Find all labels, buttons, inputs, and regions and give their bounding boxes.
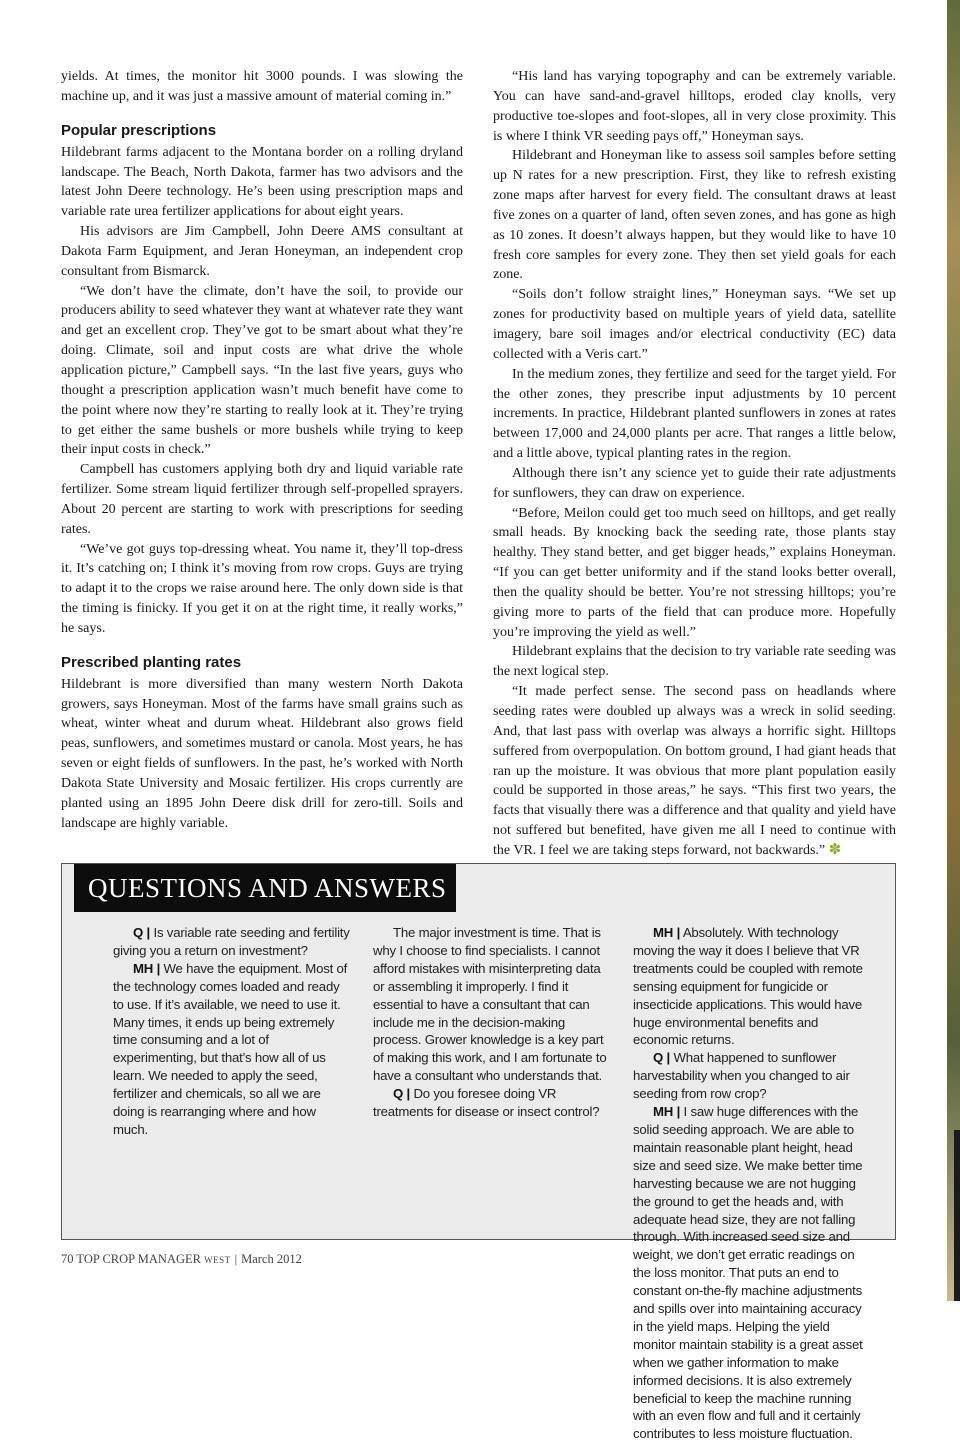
qa-answer <box>633 1103 873 1443</box>
qa-question <box>373 1085 613 1121</box>
mh-label: MH | <box>653 1104 681 1120</box>
qa-question <box>633 1049 873 1103</box>
issue-date: March 2012 <box>241 1252 302 1266</box>
paragraph: In the medium zones, they fertilize and seed for the target yield. For the other zones, they prescribe input adjustments by 10 percent increments. In practice, Hildebrant planted sunflowers in zones at rates between 17,000 and 24,000 plants per acre. That ranges a little below, and a little above, typical planting rates in the region. <box>493 366 896 462</box>
page-footer <box>61 1252 302 1267</box>
paragraph: His advisors are Jim Campbell, John Deere AMS consultant at Dakota Farm Equipment, and Jeran Honeyman, an independent crop consultant from Bismarck. <box>61 224 463 279</box>
mh-label: MH | <box>653 925 681 940</box>
question-text: What happened to sunflower harvestability when you changed to air seeding from row crop? <box>633 1050 850 1102</box>
question-text: Is variable rate seeding and fertility giving you a return on investment? <box>113 925 350 958</box>
footer-separator: | <box>234 1252 238 1266</box>
right-edge-dark-strip <box>954 1130 960 1301</box>
paragraph: “We don’t have the climate, don’t have the soil, to provide our producers ability to seed whatever they want at whatever rate they want and get an excellent crop. They’ve got to be smart about what they’re doing. Climate, soil and input costs are what drive the whole application picture,” Campbell says. “In the last five years, guys who thought a prescription application wasn’t much benefit have come to the point where now they’re starting to really look at it. They’re trying to get either the same bushels or more bushels while trying to keep their input costs in check.” <box>61 283 463 458</box>
section-heading-popular-prescriptions: Popular prescriptions <box>61 121 217 139</box>
article-left-column <box>61 67 463 834</box>
qa-column-3 <box>633 924 873 1443</box>
q-label: Q | <box>133 925 151 940</box>
qa-answer <box>633 924 873 1049</box>
paragraph: yields. At times, the monitor hit 3000 pounds. I was slowing the machine up, and it was just a massive amount of material coming in.” <box>61 69 463 104</box>
answer-text: I saw huge differences with the solid seeding approach. We are able to maintain reasonable plant height, head size and seed size. We make better time harvesting because we are not hugging the ground to get the heads and, with adequate head size, they are not falling through. With increased seed size and weight, we don’t get erratic readings on the loss monitor. That puts an end to constant on-the-fly machine adjustments and spills over into maintaining accuracy in the yield maps. Helping the yield monitor maintain stability is a great asset when we gather information to make informed decisions. It is also extremely beneficial to keep the machine running with an even flow and full and it certainly contributes to less moisture fluctuation. <box>633 1104 863 1442</box>
paragraph: Hildebrant is more diversified than many western North Dakota growers, says Honeyman. Most of the farms have small grains such as wheat, winter wheat and durum wheat. Hildebrant also grows field peas, sunflowers, and sometimes mustard or canola. Most years, he has seven or eight fields of sunflowers. In the past, he’s worked with North Dakota State University and Mosaic fertilizer. His crops currently are planted using an 1895 John Deere disk drill for zero-till. Soils and landscape are highly variable. <box>61 676 463 831</box>
paragraph: “We’ve got guys top-dressing wheat. You name it, they’ll top-dress it. It’s catching on; I think it’s moving from row crops. Guys are trying to adapt it to the crops we raise around here. The only down side is that the timing is finicky. If you get it on at the right time, it really works,” he says. <box>61 541 463 636</box>
mh-label: MH | <box>133 960 161 976</box>
paragraph: “His land has varying topography and can be extremely variable. You can have sand-and-gravel hilltops, eroded clay knolls, very productive toe-slopes and foot-slopes, all in very close proximity. This is where I think VR seeding pays off,” Honeyman says. <box>493 69 896 144</box>
paragraph: “Soils don’t follow straight lines,” Honeyman says. “We set up zones for productivity based on multiple years of yield data, satellite imagery, bare soil images and/or electrical conductivity (EC) data collected with a Veris cart.” <box>493 287 896 362</box>
paragraph: Hildebrant and Honeyman like to assess soil samples before setting up N rates for a new prescription. First, they like to refresh existing zone maps after harvest for every field. The consultant draws at least five zones on a quarter of land, often seven zones, and has gone as high as 10 zones. It doesn’t always happen, but they would like to have 10 fresh core samples for every zone. They then set yield goals for each zone. <box>493 148 896 283</box>
qa-title: QUESTIONS AND ANSWERS <box>74 864 456 912</box>
answer-text: Absolutely. With technology moving the way it does I believe that VR treatments could be coupled with remote sensing equipment for fungicide or insecticide applications. This would have huge environmental benefits and economic returns. <box>633 925 863 1048</box>
qa-answer <box>113 960 353 1139</box>
paragraph: Campbell has customers applying both dry and liquid variable rate fertilizer. Some stream liquid fertilizer through self-propelled sprayers. About 20 percent are starting to work with prescriptions for seeding rates. <box>61 462 463 537</box>
qa-answer-continued <box>373 924 613 1085</box>
q-label: Q | <box>653 1050 671 1066</box>
paragraph-text: “It made perfect sense. The second pass on headlands where seeding rates were doubled up always was a wreck in solid seeding. And, that last pass with overlap was always a horrific sight. Hilltops suffered from overpopulation. On bottom ground, I had giant heads that ran up the moisture. It was obvious that more plant population easily could be supported in those areas,” he says. “This first two years, the facts that visually there was a difference and that quality and yield have not suffered but benefited, have given me all I need to continue with the VR. I feel we are taking steps forward, not backwards.” <box>493 684 896 858</box>
qa-column-1 <box>113 924 353 1139</box>
section-heading-prescribed-planting-rates: Prescribed planting rates <box>61 653 242 671</box>
leaf-end-mark-icon: ✽ <box>828 841 842 858</box>
question-text: Do you foresee doing VR treatments for disease or insect control? <box>373 1086 600 1120</box>
qa-question <box>113 924 353 960</box>
q-label: Q | <box>393 1086 411 1102</box>
page-number: 70 <box>61 1252 74 1266</box>
paragraph-final <box>493 682 896 861</box>
paragraph: Although there isn’t any science yet to guide their rate adjustments for sunflowers, they can draw on experience. <box>493 465 896 501</box>
answer-text: The major investment is time. That is why I choose to find specialists. I cannot afford mistakes with misinterpreting data or assembling it improperly. I find it essential to have a consultant that can include me in the decision-making process. Grower knowledge is a key part of making this work, and I am fortunate to have a consultant who understands that. <box>373 925 607 1084</box>
right-edge-photo-strip <box>947 0 960 1301</box>
article-right-column <box>493 67 896 861</box>
paragraph: “Before, Meilon could get too much seed on hilltops, and get really small heads. By knocking back the seeding rate, those plants stay healthy. They stand better, and get bigger heads,” explains Honeyman. “If you can get better uniformity and if the stand looks better overall, then the quality should be better. You’re not stressing hilltops; you’re giving more to parts of the field that can produce more. Hopefully you’re improving the yield as well.” <box>493 505 896 640</box>
qa-column-2 <box>373 924 613 1121</box>
paragraph: Hildebrant explains that the decision to try variable rate seeding was the next logical step. <box>493 644 896 680</box>
paragraph: Hildebrant farms adjacent to the Montana border on a rolling dryland landscape. The Beach, North Dakota, farmer has two advisors and the latest John Deere technology. He’s been using prescription maps and variable rate urea fertilizer applications for about eight years. <box>61 144 463 220</box>
magazine-name: TOP CROP MANAGER <box>76 1252 201 1266</box>
answer-text: We have the equipment. Most of the technology comes loaded and ready to use. If it’s available, we need to use it. Many times, it ends up being extremely time consuming and a lot of experimenting, but that’s how all of us learn. We needed to apply the seed, fertilizer and chemicals, so all we are doing is rearranging where and how much. <box>113 960 348 1137</box>
edition-label: WEST <box>204 1255 231 1265</box>
